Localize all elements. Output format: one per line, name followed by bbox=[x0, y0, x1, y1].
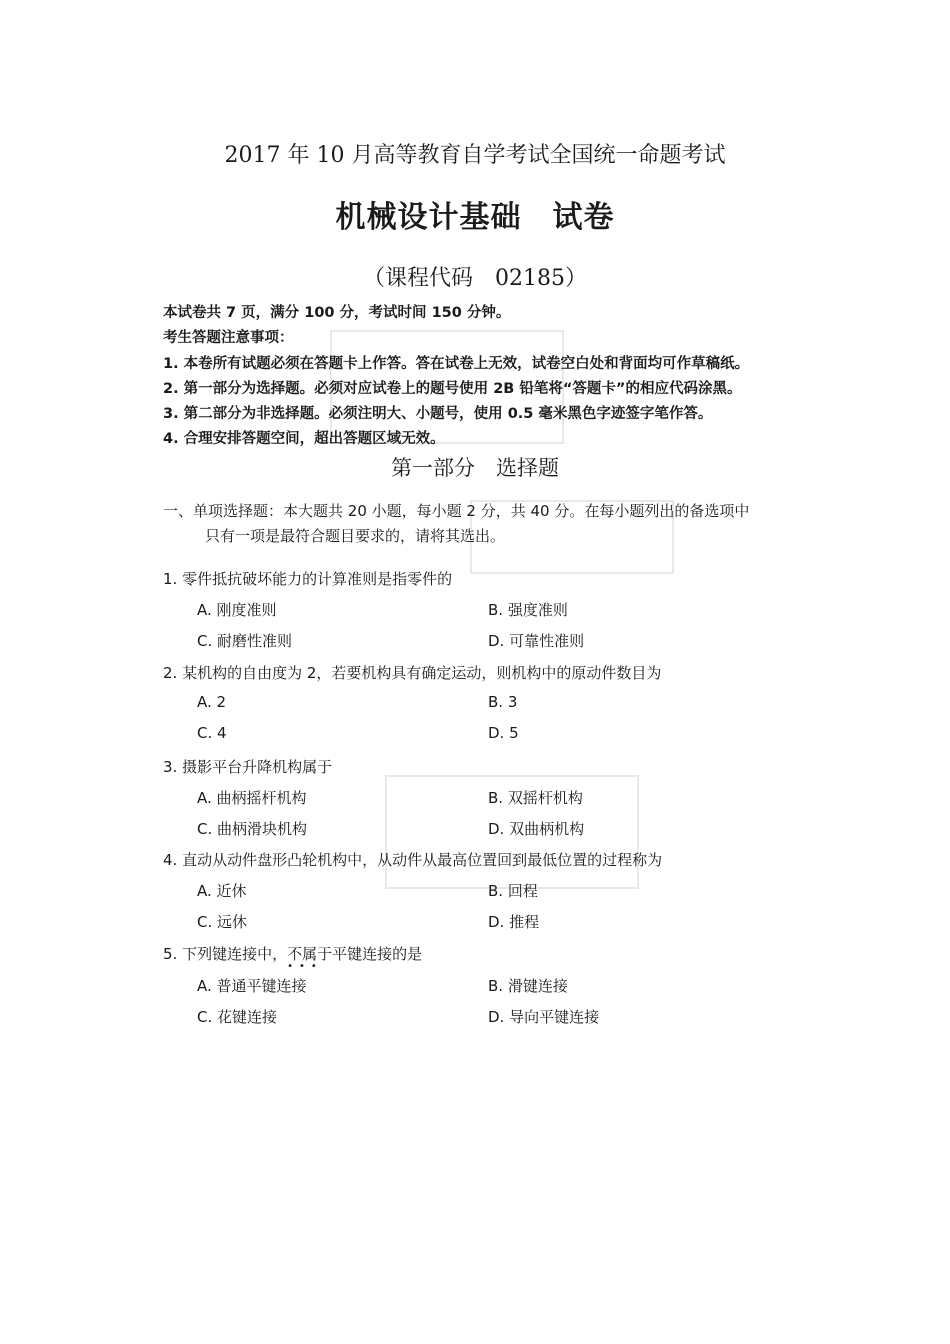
question-stem: 3. 摄影平台升降机构属于 bbox=[163, 758, 333, 776]
notice-item: 1. 本卷所有试题必须在答题卡上作答。答在试卷上无效，试卷空白处和背面均可作草稿纸。 bbox=[163, 356, 750, 372]
option-d: D. 5 bbox=[488, 724, 519, 742]
option-c: C. 曲柄滑块机构 bbox=[197, 820, 308, 838]
emphasis-text bbox=[287, 945, 333, 972]
option-a: A. 近休 bbox=[197, 882, 247, 900]
option-d: D. 双曲柄机构 bbox=[488, 820, 585, 838]
option-c: C. 耐磨性准则 bbox=[197, 632, 293, 650]
section-instructions: 一、单项选择题：本大题共 20 小题，每小题 2 分，共 40 分。在每小题列出的备选项中 bbox=[163, 502, 750, 520]
emphasis-word: 不属于 bbox=[287, 945, 333, 963]
notice-item: 2. 第一部分为选择题。必须对应试卷上的题号使用 2B 铅笔将“答题卡”的相应代码涂黑。 bbox=[163, 381, 742, 397]
option-d: D. 推程 bbox=[488, 913, 540, 931]
emphasis-dots: ••• bbox=[287, 961, 323, 972]
exam-title: 2017 年 10 月高等教育自学考试全国统一命题考试 bbox=[224, 143, 726, 168]
option-a: A. 2 bbox=[197, 693, 227, 711]
section-instructions-cont: 只有一项是最符合题目要求的，请将其选出。 bbox=[205, 527, 506, 545]
option-a: A. 曲柄摇杆机构 bbox=[197, 789, 307, 807]
option-a: A. 普通平键连接 bbox=[197, 977, 307, 995]
option-c: C. 花键连接 bbox=[197, 1008, 278, 1026]
notice-heading: 考生答题注意事项： bbox=[163, 330, 294, 346]
notice-item: 4. 合理安排答题空间，超出答题区域无效。 bbox=[163, 431, 445, 447]
question-stem: 2. 某机构的自由度为 2，若要机构具有确定运动，则机构中的原动件数目为 bbox=[163, 664, 662, 682]
question-stem: 1. 零件抵抗破坏能力的计算准则是指零件的 bbox=[163, 570, 453, 588]
notice-item: 3. 第二部分为非选择题。必须注明大、小题号，使用 0.5 毫米黑色字迹签字笔作答。 bbox=[163, 406, 713, 422]
question-stem-post: 平键连接的是 bbox=[332, 945, 423, 963]
exam-info: 本试卷共 7 页，满分 100 分，考试时间 150 分钟。 bbox=[163, 305, 511, 321]
option-b: B. 滑键连接 bbox=[488, 977, 568, 995]
question-stem: 4. 直动从动件盘形凸轮机构中，从动件从最高位置回到最低位置的过程称为 bbox=[163, 851, 663, 869]
option-c: C. 远休 bbox=[197, 913, 248, 931]
course-code: （课程代码 02185） bbox=[363, 266, 587, 291]
question-stem-pre: 5. 下列键连接中， bbox=[163, 945, 288, 963]
question-stem bbox=[163, 943, 423, 972]
option-b: B. 双摇杆机构 bbox=[488, 789, 583, 807]
part-title: 第一部分 选择题 bbox=[391, 456, 559, 480]
option-a: A. 刚度准则 bbox=[197, 601, 277, 619]
option-b: B. 3 bbox=[488, 693, 518, 711]
paper-title: 机械设计基础 试卷 bbox=[335, 200, 615, 235]
option-d: D. 可靠性准则 bbox=[488, 632, 585, 650]
option-d: D. 导向平键连接 bbox=[488, 1008, 600, 1026]
option-b: B. 强度准则 bbox=[488, 601, 568, 619]
option-b: B. 回程 bbox=[488, 882, 538, 900]
option-c: C. 4 bbox=[197, 724, 227, 742]
